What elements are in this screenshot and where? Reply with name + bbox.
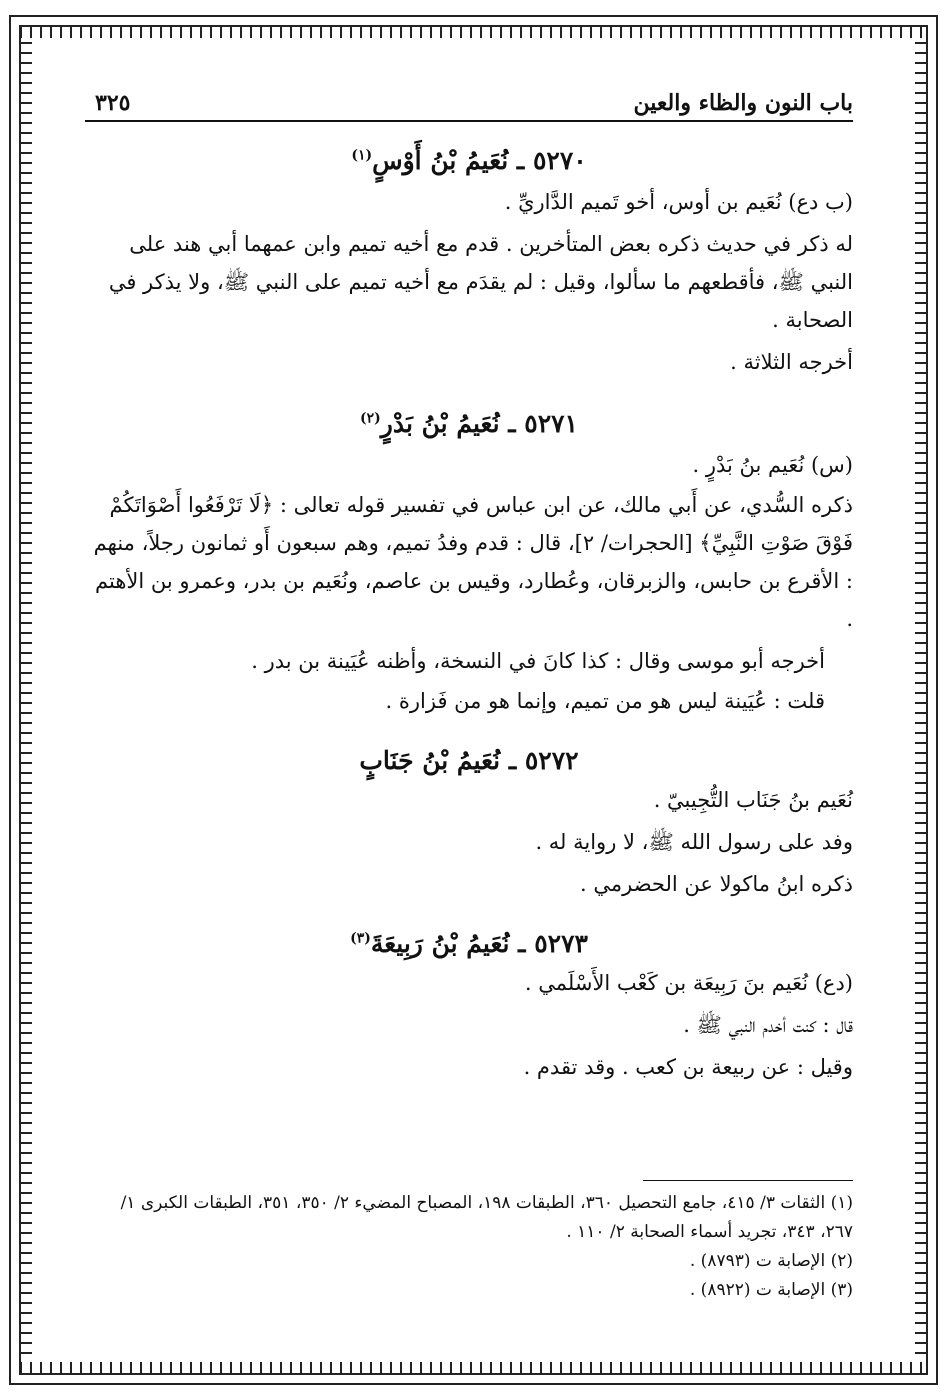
footnote-rule [643, 1180, 853, 1181]
entry-title-text: ٥٢٧٣ ـ نُعَيمُ بْنُ رَبِيعَةَ [370, 929, 588, 958]
entry-5271 [85, 409, 853, 720]
footnotes [85, 1180, 853, 1305]
entry-line: ذكره ابنُ ماكولا عن الحضرمي . [580, 872, 853, 896]
entry-title [85, 146, 853, 175]
entry-5273 [85, 929, 853, 1086]
footnote: (٣) الإصابة ت (٨٩٢٢) . [689, 1280, 853, 1300]
footnote-ref: (١) [351, 147, 373, 164]
page-number: ٣٢٥ [95, 90, 131, 116]
footnote-ref: (٣) [350, 930, 371, 947]
entry-5270 [85, 146, 853, 381]
entry-title-text: ٥٢٧٢ ـ نُعَيمُ بْنُ جَنَابٍ [359, 746, 579, 775]
entry-title [85, 409, 853, 438]
chapter-title: باب النون والظاء والعين [633, 90, 853, 116]
entry-line: نُعَيم بنُ جَنَاب التُّجِيبيّ . [653, 788, 853, 812]
entry-paragraph: ذكره السُّدي، عن أَبي مالك، عن ابن عباس في تفسير قوله تعالى : ﴿لَا تَرْفَعُوا أَصْوَاتَكُمْ فَوْقَ صَوْتِ النَّبِيِّ﴾ [الحجرات/ ٢]، قال : قدم وفدُ تميم، وهم سبعون أَو ثمانون رجلاً، منهم : الأقرع بن حابس، والزبرقان، وعُطارد، وقيس بن عاصم، ونُعَيم بن بدر، وعمرو بن الأهتم . [93, 493, 853, 631]
footnote: (١) الثقات ٣/ ٤١٥، جامع التحصيل ٣٦٠، الطبقات ١٩٨، المصباح المضيء ٢/ ٣٥٠، ٣٥١، الطبقات الكبرى ١/ ٢٦٧، ٣٤٣، تجريد أسماء الصحابة ٢/ ١١٠ . [120, 1193, 853, 1242]
entry-line: قال : كنت أخدم النبي ﷺ . [683, 1013, 853, 1037]
footnote: (٢) الإصابة ت (٨٧٩٣) . [689, 1251, 853, 1271]
entry-line: (دع) نُعَيم بنَ رَبِيعَة بن كَعْب الأَسْلَمي . [524, 971, 853, 995]
entry-line: وقيل : عن ربيعة بن كعب . وقد تقدم . [523, 1055, 853, 1079]
entry-line: (س) نُعَيم بنُ بَدْرٍ . [692, 453, 853, 477]
entry-paragraph: له ذكر في حديث ذكره بعض المتأخرين . قدم مع أخيه تميم وابن عمهما أبي هند على النبي ﷺ، فأقطعهم ما سألوا، وقيل : لم يقدَم مع أخيه تميم على النبي ﷺ، ولا يذكر في الصحابة . [108, 232, 853, 332]
footnote-ref: (٢) [360, 410, 381, 427]
entry-line: وفد على رسول الله ﷺ، لا رواية له . [535, 830, 853, 854]
entry-line: قلت : عُيَينة ليس هو من تميم، وإنما هو من فَزارة . [385, 689, 825, 713]
entry-title [85, 929, 853, 958]
entry-title-text: ٥٢٧٠ ـ نُعَيمُ بْنُ أَوْسٍ [372, 146, 587, 175]
entry-title [85, 746, 853, 775]
entry-title-text: ٥٢٧١ ـ نُعَيمُ بْنُ بَدْرٍ [380, 409, 578, 438]
entry-line: أخرجه أبو موسى وقال : كذا كانَ في النسخة، وأظنه عُيَينة بن بدر . [251, 649, 825, 673]
entry-line: (ب دع) نُعَيم بن أوس، أخو تَميم الدَّاريِّ . [504, 190, 853, 214]
entry-5272 [85, 746, 853, 903]
page-content [85, 80, 853, 1086]
entry-line: أخرجه الثلاثة . [730, 350, 853, 374]
running-header [85, 80, 853, 122]
